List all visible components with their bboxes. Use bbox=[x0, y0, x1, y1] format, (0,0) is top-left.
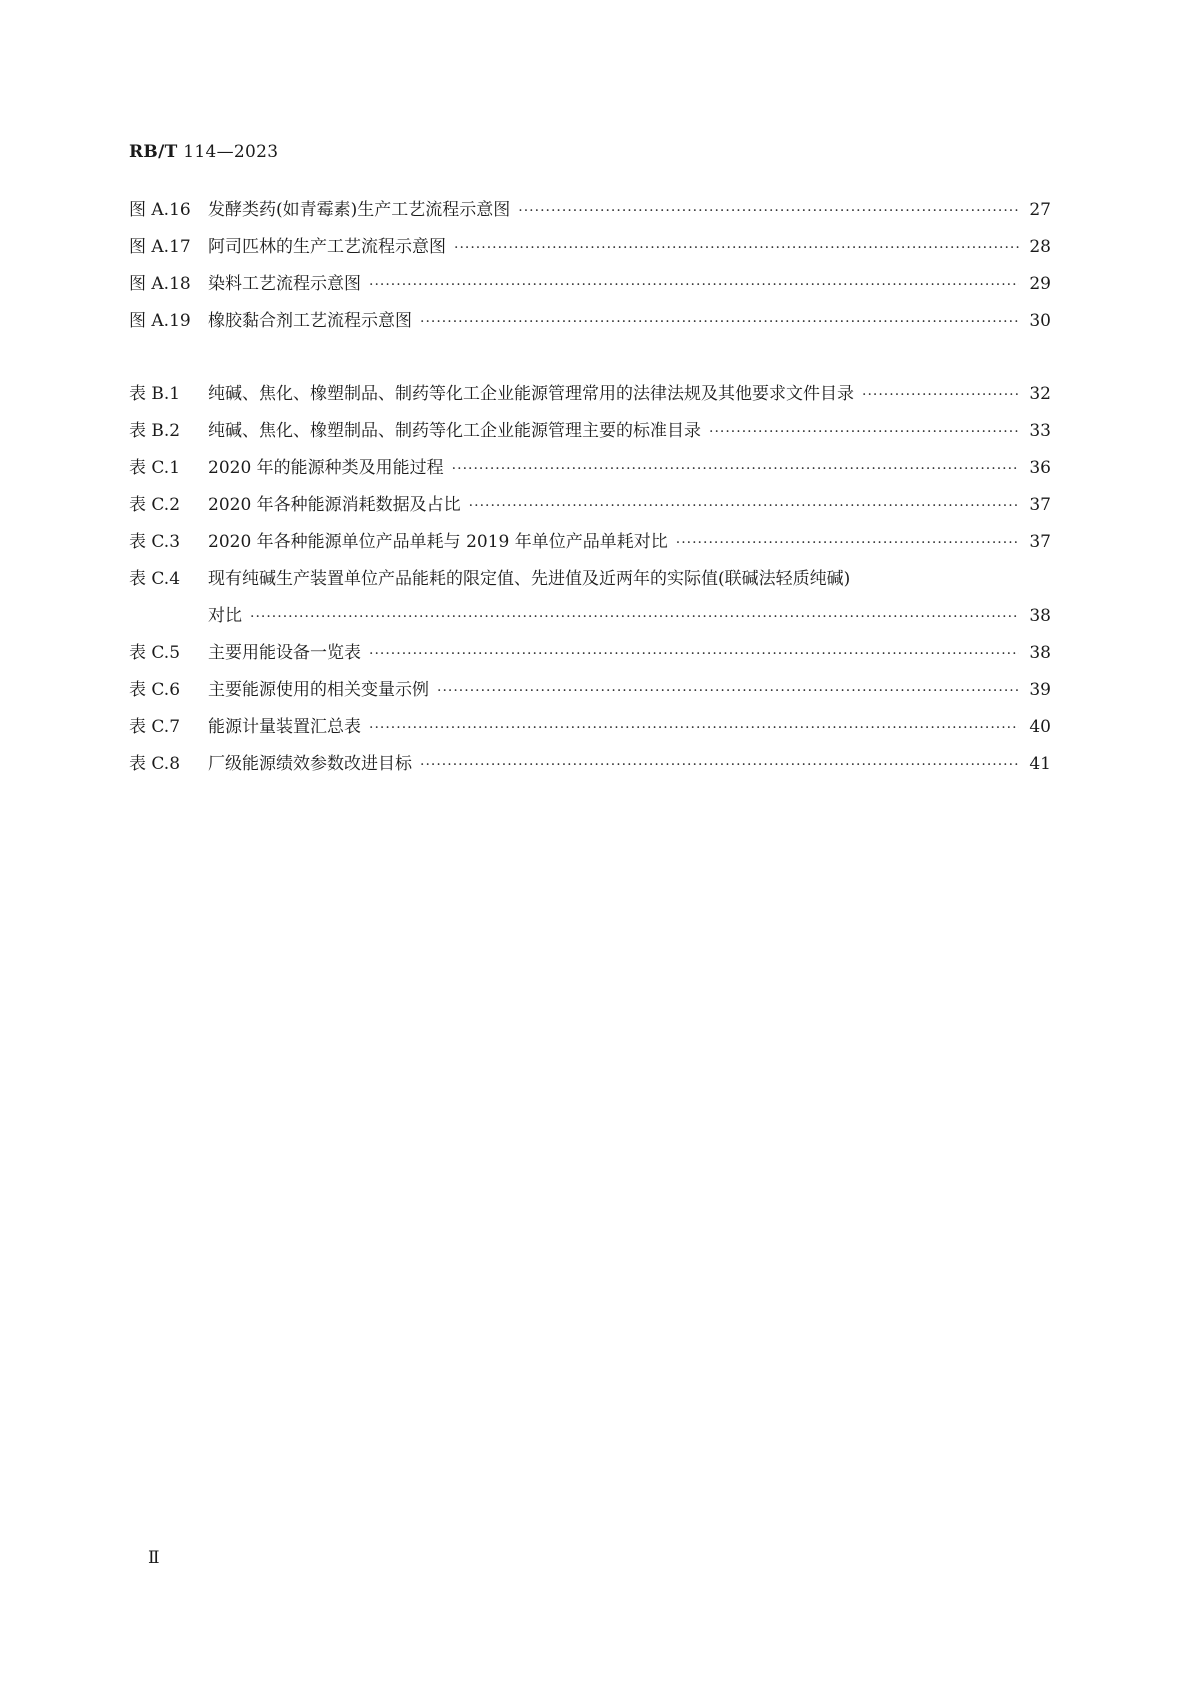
toc-entry-table-c3[interactable] bbox=[129, 524, 1051, 561]
dot-leader bbox=[250, 599, 1019, 636]
entry-page: 38 bbox=[1029, 643, 1051, 663]
entry-title: 染料工艺流程示意图 bbox=[208, 274, 361, 294]
entry-page: 37 bbox=[1029, 495, 1051, 515]
toc-entry-table-c2[interactable] bbox=[129, 487, 1051, 524]
toc-entry-table-c7[interactable] bbox=[129, 709, 1051, 746]
toc-entry-table-c4-continued[interactable] bbox=[129, 598, 1051, 635]
entry-title-line-2: 对比 bbox=[208, 606, 242, 626]
toc-entry-figure-a17[interactable] bbox=[129, 229, 1051, 266]
dot-leader bbox=[454, 230, 1019, 267]
entry-title: 纯碱、焦化、橡塑制品、制药等化工企业能源管理常用的法律法规及其他要求文件目录 bbox=[208, 384, 854, 404]
dot-leader bbox=[452, 451, 1019, 488]
toc-entry-table-b1[interactable] bbox=[129, 376, 1051, 413]
entry-title-line-1: 现有纯碱生产装置单位产品能耗的限定值、先进值及近两年的实际值(联碱法轻质纯碱) bbox=[208, 569, 851, 589]
page-number-footer: Ⅱ bbox=[148, 1548, 160, 1568]
entry-title: 2020 年的能源种类及用能过程 bbox=[208, 458, 444, 478]
entry-number: 表 C.2 bbox=[129, 495, 181, 515]
entry-page: 40 bbox=[1029, 717, 1051, 737]
entry-title: 阿司匹林的生产工艺流程示意图 bbox=[208, 237, 446, 257]
entry-page: 37 bbox=[1029, 532, 1051, 552]
toc-entry-table-c1[interactable] bbox=[129, 450, 1051, 487]
toc-entry-table-c4[interactable] bbox=[129, 561, 1051, 598]
dot-leader bbox=[420, 747, 1019, 784]
entry-page: 32 bbox=[1029, 384, 1051, 404]
entry-number: 图 A.17 bbox=[129, 237, 191, 257]
entry-page: 33 bbox=[1029, 421, 1051, 441]
toc-entry-table-b2[interactable] bbox=[129, 413, 1051, 450]
toc-entry-figure-a19[interactable] bbox=[129, 303, 1051, 340]
dot-leader bbox=[369, 710, 1019, 747]
entry-title: 厂级能源绩效参数改进目标 bbox=[208, 754, 412, 774]
table-list bbox=[129, 376, 1051, 783]
standard-number: 114—2023 bbox=[183, 142, 279, 162]
dot-leader bbox=[437, 673, 1019, 710]
dot-leader bbox=[369, 267, 1019, 304]
entry-page: 27 bbox=[1029, 200, 1051, 220]
standard-code: RB/T bbox=[129, 142, 178, 162]
toc-entry-table-c8[interactable] bbox=[129, 746, 1051, 783]
dot-leader bbox=[676, 525, 1019, 562]
entry-number: 表 C.6 bbox=[129, 680, 181, 700]
dot-leader bbox=[518, 193, 1019, 230]
entry-number: 表 C.8 bbox=[129, 754, 181, 774]
entry-number: 图 A.19 bbox=[129, 311, 191, 331]
dot-leader bbox=[369, 636, 1019, 673]
dot-leader bbox=[709, 414, 1019, 451]
entry-page: 41 bbox=[1029, 754, 1051, 774]
dot-leader bbox=[469, 488, 1019, 525]
document-header bbox=[129, 142, 278, 162]
figure-list bbox=[129, 192, 1051, 340]
entry-number: 表 C.4 bbox=[129, 569, 181, 589]
entry-number: 表 C.1 bbox=[129, 458, 181, 478]
entry-number: 表 B.2 bbox=[129, 421, 181, 441]
entry-title: 纯碱、焦化、橡塑制品、制药等化工企业能源管理主要的标准目录 bbox=[208, 421, 701, 441]
entry-page: 30 bbox=[1029, 311, 1051, 331]
entry-number: 表 C.5 bbox=[129, 643, 181, 663]
entry-number: 图 A.18 bbox=[129, 274, 191, 294]
entry-number: 表 C.7 bbox=[129, 717, 181, 737]
entry-title: 2020 年各种能源消耗数据及占比 bbox=[208, 495, 461, 515]
entry-title: 能源计量装置汇总表 bbox=[208, 717, 361, 737]
entry-page: 28 bbox=[1029, 237, 1051, 257]
table-of-contents bbox=[129, 192, 1051, 783]
entry-page: 29 bbox=[1029, 274, 1051, 294]
entry-page: 38 bbox=[1029, 606, 1051, 626]
toc-entry-figure-a18[interactable] bbox=[129, 266, 1051, 303]
entry-number: 表 C.3 bbox=[129, 532, 181, 552]
toc-entry-table-c5[interactable] bbox=[129, 635, 1051, 672]
entry-title: 主要用能设备一览表 bbox=[208, 643, 361, 663]
entry-title: 橡胶黏合剂工艺流程示意图 bbox=[208, 311, 412, 331]
toc-entry-table-c6[interactable] bbox=[129, 672, 1051, 709]
entry-title: 2020 年各种能源单位产品单耗与 2019 年单位产品单耗对比 bbox=[208, 532, 668, 552]
entry-title: 主要能源使用的相关变量示例 bbox=[208, 680, 429, 700]
entry-title: 发酵类药(如青霉素)生产工艺流程示意图 bbox=[208, 200, 511, 220]
entry-number: 表 B.1 bbox=[129, 384, 181, 404]
entry-page: 36 bbox=[1029, 458, 1051, 478]
dot-leader bbox=[420, 304, 1019, 341]
dot-leader bbox=[862, 377, 1019, 414]
entry-page: 39 bbox=[1029, 680, 1051, 700]
entry-number: 图 A.16 bbox=[129, 200, 191, 220]
toc-entry-figure-a16[interactable] bbox=[129, 192, 1051, 229]
